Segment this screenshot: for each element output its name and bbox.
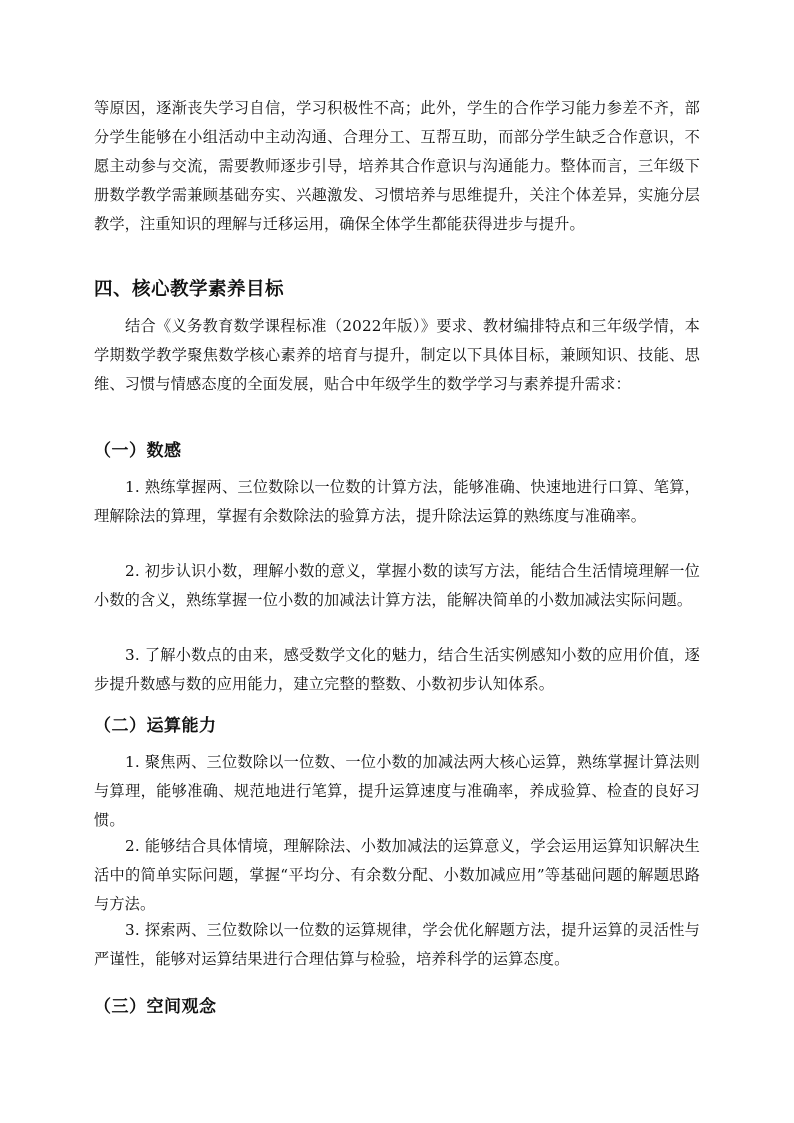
subheading-number-sense: （一）数感 bbox=[94, 441, 182, 461]
paragraph-computation-3: 3. 探索两、三位数除以一位数的运算规律，学会优化解题方法，提升运算的灵活性与严谨性，能够对运算结果进行合理估算与检验，培养科学的运算态度。 bbox=[94, 921, 700, 968]
paragraph-number-sense-3: 3. 了解小数点的由来，感受数学文化的魅力，结合生活实例感知小数的应用价值，逐步提升数感与数的应用能力，建立完整的整数、小数初步认知体系。 bbox=[94, 646, 700, 693]
paragraph-number-sense-2: 2. 初步认识小数，理解小数的意义，掌握小数的读写方法，能结合生活情境理解一位小数的含义，熟练掌握一位小数的加减法计算方法，能解决简单的小数加减法实际问题。 bbox=[94, 562, 700, 609]
paragraph-previous-continued: 等原因，逐渐丧失学习自信，学习积极性不高；此外，学生的合作学习能力参差不齐，部分学生能够在小组活动中主动沟通、合理分工、互帮互助，而部分学生缺乏合作意识，不愿主动参与交流，需要教师逐步引导，培养其合作意识与沟通能力。整体而言，三年级下册数学教学需兼顾基础夯实、兴趣激发、习惯培养与思维提升，关注个体差异，实施分层教学，注重知识的理解与迁移运用，确保全体学生都能获得进步与提升。 bbox=[94, 99, 700, 233]
subheading-spatial-concept: （三）空间观念 bbox=[94, 997, 217, 1017]
subheading-computation-ability: （二）运算能力 bbox=[94, 716, 217, 736]
paragraph-number-sense-1: 1. 熟练掌握两、三位数除以一位数的计算方法，能够准确、快速地进行口算、笔算，理解除法的算理，掌握有余数除法的验算方法，提升除法运算的熟练度与准确率。 bbox=[94, 478, 700, 525]
paragraph-computation-2: 2. 能够结合具体情境，理解除法、小数加减法的运算意义，学会运用运算知识解决生活中的简单实际问题，掌握“平均分、有余数分配、小数加减应用”等基础问题的解题思路与方法。 bbox=[94, 837, 700, 913]
paragraph-computation-1: 1. 聚焦两、三位数除以一位数、一位小数的加减法两大核心运算，熟练掌握计算法则与算理，能够准确、规范地进行笔算，提升运算速度与准确率，养成验算、检查的良好习惯。 bbox=[94, 753, 700, 829]
paragraph-intro: 结合《义务教育数学课程标准（2022年版）》要求、教材编排特点和三年级学情，本学期数学教学聚焦数学核心素养的培育与提升，制定以下具体目标，兼顾知识、技能、思维、习惯与情感态度的全面发展，贴合中年级学生的数学学习与素养提升需求： bbox=[94, 317, 700, 393]
section-heading-core-goals: 四、核心教学素养目标 bbox=[94, 279, 285, 300]
